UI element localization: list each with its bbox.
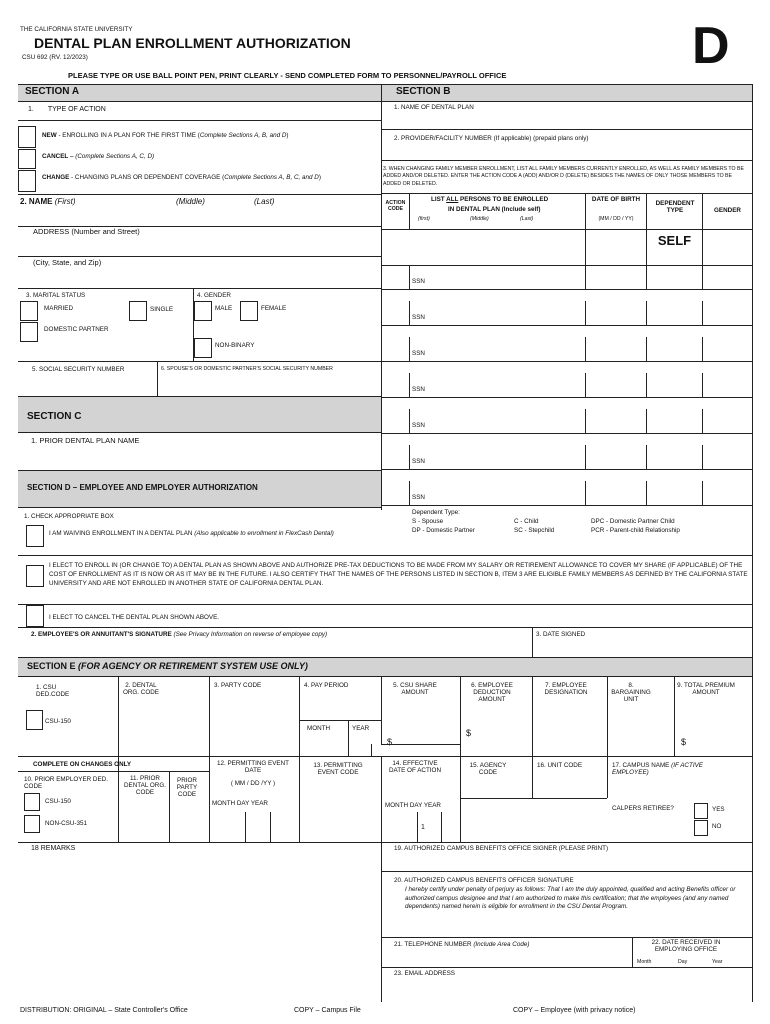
remarks-label: 18 REMARKS [31,845,76,852]
married-checkbox[interactable] [20,301,38,321]
non-csu-label: NON-CSU-351 [45,820,87,827]
university-name: THE CALIFORNIA STATE UNIVERSITY [20,26,133,33]
effective-date-label: 14. EFFECTIVE DATE OF ACTION [388,760,441,775]
dependent-col-divider [702,373,703,397]
signature-label: 2. EMPLOYEE'S OR ANNUITANT'S SIGNATURE (See Privacy Information on reverse of employee copy) [31,631,328,638]
agency-code-label: 15. AGENCY CODE [469,762,507,777]
received-month: Month [637,959,652,965]
col-gender: GENDER [714,207,741,214]
instructions: PLEASE TYPE OR USE BALL POINT PEN, PRINT CLEARLY - SEND COMPLETED FORM TO PERSONNEL/PAYROLL OFFICE [68,71,507,80]
total-premium-label: 9. TOTAL PREMIUM AMOUNT [677,682,735,697]
non-binary-label: NON-BINARY [215,342,255,349]
total-premium-dollar: $ [681,737,687,747]
cancel-option-label: CANCEL – (Complete Sections A, C, D) [42,153,155,160]
dependent-col-divider [585,481,586,505]
email-label: 23. EMAIL ADDRESS [394,970,456,977]
male-label: MALE [215,305,233,312]
dependent-col-divider [646,409,647,433]
dependent-col-divider [585,409,586,433]
col-list-persons: LIST ALL PERSONS TO BE ENROLLED [431,196,549,203]
elect-enroll-checkbox[interactable] [26,565,44,587]
calpers-yes-checkbox[interactable] [694,803,708,819]
dependent-col-divider [409,373,410,397]
form-number: CSU 692 (RV. 12/2023) [22,54,88,61]
dependent-col-divider [585,337,586,361]
certification-text: I hereby certify under penalty of perjury as follows: That I am the duly appointed, qualified and acting Benefits officer or authorized campus designee and that I am authorized to make this certification; that the employees (and any named dependents) named herein is eligible for enrollment in the CSU Dental Program. [405,886,736,910]
dep-type-title: Dependent Type: [412,509,460,516]
single-label: SINGLE [150,306,174,313]
col-last: (Last) [520,216,534,222]
elect-cancel-checkbox[interactable] [26,605,44,627]
gender-label: 4. GENDER [197,292,231,299]
distribution-employee-copy: COPY – Employee (with privacy notice) [513,1007,636,1014]
single-checkbox[interactable] [129,301,147,321]
male-checkbox[interactable] [194,301,212,321]
domestic-partner-checkbox[interactable] [20,322,38,342]
change-checkbox[interactable] [18,170,36,192]
dependent-col-divider [702,445,703,469]
ssn-row-label: SSN [412,494,425,501]
calpers-retiree-label: CALPERS RETIREE? [612,805,674,812]
dependent-row-divider [381,469,752,470]
distribution-campus-copy: COPY – Campus File [294,1007,361,1014]
permitting-mdy: MONTH DAY YEAR [212,800,268,807]
dependent-col-divider [702,301,703,325]
name-middle-label: (Middle) [176,197,205,206]
dep-pcr: PCR - Parent-child Relationship [591,527,680,534]
dependent-col-divider [409,265,410,289]
csu-ded-code-label: 1. CSU DED.CODE [36,684,70,699]
dep-dpc: DPC - Domestic Partner Child [591,518,675,525]
date-signed-label: 3. DATE SIGNED [536,631,586,638]
dependent-col-divider [585,265,586,289]
dependent-col-divider [646,265,647,289]
section-b-title: SECTION B [396,86,451,97]
bargaining-unit-label: 8. BARGAINING UNIT [611,682,651,704]
emp-deduction-dollar: $ [466,728,472,738]
dependent-col-divider [409,481,410,505]
section-a-title: SECTION A [25,86,80,97]
dental-org-code-label: 2. DENTAL ORG. CODE [122,682,160,697]
received-year: Year [712,959,723,965]
dependent-col-divider [585,301,586,325]
prior-plan-label: 1. PRIOR DENTAL PLAN NAME [31,436,140,445]
dependent-table-bottom [381,505,752,506]
change-option-label: CHANGE - CHANGING PLANS OR DEPENDENT COVERAGE (Complete Sections A, B, C, and D) [42,174,321,181]
pay-period-label: 4. PAY PERIOD [304,682,349,689]
dep-c: C - Child [514,518,539,525]
provider-label: 2. PROVIDER/FACILITY NUMBER (If applicable) (prepaid plans only) [394,135,589,142]
col-dob: DATE OF BIRTH [591,196,641,203]
dependent-col-divider [409,337,410,361]
waive-checkbox[interactable] [26,525,44,547]
calpers-no-label: NO [712,823,722,830]
female-checkbox[interactable] [240,301,258,321]
campus-name-label: 17. CAMPUS NAME (IF ACTIVE EMPLOYEE) [612,762,703,777]
cancel-checkbox[interactable] [18,149,36,169]
type-of-action-label: 1. TYPE OF ACTION [28,106,106,113]
name-label: 2. NAME (First) [20,197,76,206]
form-title: DENTAL PLAN ENROLLMENT AUTHORIZATION [34,35,351,51]
spouse-ssn-label: 6. SPOUSE'S OR DOMESTIC PARTNER'S SOCIAL SECURITY NUMBER [161,366,333,372]
section-e-title: SECTION E (FOR AGENCY OR RETIREMENT SYSTEM USE ONLY) [27,661,308,671]
emp-deduction-label: 6. EMPLOYEE DEDUCTION AMOUNT [471,682,513,704]
col-middle: (Middle) [470,216,489,222]
dep-dp: DP - Domestic Partner [412,527,475,534]
received-day: Day [678,959,688,965]
ssn-row-label: SSN [412,278,425,285]
new-checkbox[interactable] [18,126,36,148]
ssn-row-label: SSN [412,386,425,393]
section-c-title: SECTION C [27,411,82,422]
telephone-label: 21. TELEPHONE NUMBER (Include Area Code) [394,941,530,948]
non-binary-checkbox[interactable] [194,338,212,358]
dependent-col-divider [702,409,703,433]
ssn-row-label: SSN [412,422,425,429]
prior-csu150-checkbox[interactable] [24,793,40,811]
dependent-col-divider [702,481,703,505]
col-dependent-type: DEPENDENT TYPE [655,200,695,215]
dependent-row-divider [381,325,752,326]
dependent-col-divider [646,373,647,397]
ssn-row-label: SSN [412,458,425,465]
officer-signature-label: 20. AUTHORIZED CAMPUS BENEFITS OFFICER SIGNATURE [394,877,574,884]
dep-s: S - Spouse [412,518,444,525]
csu-share-dollar: $ [387,737,393,747]
dependent-row-divider [381,433,752,434]
dependent-row-divider [381,289,752,290]
dependent-col-divider [409,445,410,469]
signer-label: 19. AUTHORIZED CAMPUS BENEFITS OFFICE SIGNER (PLEASE PRINT) [394,845,609,852]
dependent-col-divider [646,445,647,469]
pay-year-label: YEAR [352,725,370,732]
col-dob-format: (MM / DD / YY) [598,216,634,222]
female-label: FEMALE [261,305,287,312]
csu-share-label: 5. CSU SHARE AMOUNT [393,682,437,697]
self-label: SELF [657,233,692,248]
emp-designation-label: 7. EMPLOYEE DESIGNATION [544,682,588,697]
permitting-date-label: 12. PERMITTING EVENT DATE [216,760,290,775]
dependent-col-divider [646,481,647,505]
distribution-original: DISTRIBUTION: ORIGINAL – State Controller's Office [20,1007,188,1014]
ssn-row-label: SSN [412,350,425,357]
permitting-event-code-label: 13. PERMITTING EVENT CODE [313,762,363,777]
section-header-bar [18,84,752,101]
dependent-row-divider [381,361,752,362]
effective-one: 1 [421,824,425,831]
permitting-date-format: ( MM / DD /YY ) [230,780,276,787]
calpers-yes-label: YES [712,806,725,813]
dependent-col-divider [585,445,586,469]
prior-party-code-label: PRIOR PARTY CODE [176,777,198,799]
non-csu-checkbox[interactable] [24,815,40,833]
dependent-col-divider [646,301,647,325]
complete-on-changes: COMPLETE ON CHANGES ONLY [33,761,132,768]
calpers-no-checkbox[interactable] [694,820,708,836]
col-list-include-self: IN DENTAL PLAN (Include self) [448,206,541,213]
dependent-col-divider [702,265,703,289]
ssn-label: 5. SOCIAL SECURITY NUMBER [32,366,125,373]
party-code-label: 3. PARTY CODE [214,682,262,689]
pay-month-label: MONTH [307,725,331,732]
domestic-partner-label: DOMESTIC PARTNER [44,326,109,333]
new-option-label: NEW - ENROLLING IN A PLAN FOR THE FIRST TIME (Complete Sections A, B, and D) [42,132,289,139]
date-received-label: 22. DATE RECEIVED IN EMPLOYING OFFICE [651,939,721,954]
prior-csu150-label: CSU-150 [45,798,71,805]
address-label: ADDRESS (Number and Street) [33,227,140,236]
dependent-row-divider [381,397,752,398]
unit-code-label: 16. UNIT CODE [537,762,583,769]
dep-sc: SC - Stepchild [514,527,555,534]
name-last-label: (Last) [254,197,275,206]
elect-enroll-statement: I ELECT TO ENROLL IN (OR CHANGE TO) A DENTAL PLAN AS SHOWN ABOVE AND AUTHORIZE PRE-TAX DEDUCTIONS TO BE MADE FROM MY SALARY OR RETIREMENT ALLOWANCE TO COVER MY SHARE (IF APPLICABLE) OF THE COST OF ENROLLMENT AS IT IS NOW OR AS IT MAY BE IN THE FUTURE. I ALSO CERTIFY THAT THE NAMES OF THE PERSONS LISTED IN SECTION B, ITEM 3 ARE ELIGIBLE FAMILY MEMBERS AS DEFINED BY THE CALIFORNIA STATE UNIVERSITY AND ARE NOT ENROLLED IN ANOTHER STATE OF CALIFORNIA DENTAL PLAN. [49,562,748,588]
ssn-row-label: SSN [412,314,425,321]
dependent-col-divider [702,337,703,361]
city-label: (City, State, and Zip) [33,258,102,267]
dependent-col-divider [585,373,586,397]
married-label: MARRIED [44,305,74,312]
prior-employer-label: 10. PRIOR EMPLOYER DED. CODE [24,776,108,791]
col-first: (first) [418,216,430,222]
plan-name-label: 1. NAME OF DENTAL PLAN [394,104,474,111]
section-b-instruction: 3. WHEN CHANGING FAMILY MEMBER ENROLLMENT, LIST ALL FAMILY MEMBERS CURRENTLY ENROLLED, AS WELL AS FAMILY MEMBERS TO BE ADDED AND/OR DELETED. ENTER THE ACTION CODE A (ADD) AND/OR D (DELETE) BESIDES THE NAMES OF ONLY THOSE MEMBERS TO BE ADDED OR DELETED. [383,166,744,187]
form-letter: D [692,17,730,75]
csu150-checkbox[interactable] [26,710,43,730]
csu150-label: CSU-150 [45,718,71,725]
prior-dental-org-label: 11. PRIOR DENTAL ORG. CODE [124,775,166,797]
section-d-title: SECTION D – EMPLOYEE AND EMPLOYER AUTHORIZATION [27,483,258,492]
dependent-col-divider [646,337,647,361]
elect-cancel-statement: I ELECT TO CANCEL THE DENTAL PLAN SHOWN ABOVE. [49,614,220,621]
col-action-code: ACTION CODE [385,200,406,212]
check-box-label: 1. CHECK APPROPRIATE BOX [24,513,114,520]
dependent-col-divider [409,409,410,433]
dependent-col-divider [409,301,410,325]
effective-mdy: MONTH DAY YEAR [385,802,441,809]
marital-status-label: 3. MARITAL STATUS [26,292,86,299]
waive-label: I AM WAIVING ENROLLMENT IN A DENTAL PLAN (Also applicable to enrollment in FlexCash Dental) [49,530,334,537]
